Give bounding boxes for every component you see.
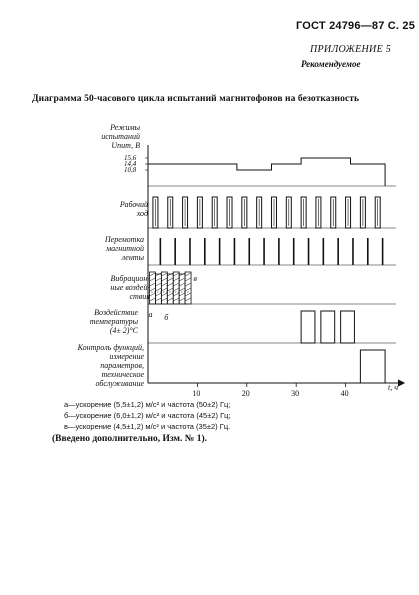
vibration-hatch: [161, 298, 167, 301]
diagram-title: Диаграмма 50-часового цикла испытаний магнитофонов на безотказность: [32, 94, 360, 104]
vibration-hatch: [155, 273, 161, 276]
vibration-hatch: [185, 273, 191, 276]
row-label-work: Рабочий ход: [119, 200, 148, 218]
voltage-tick-label: 15,6: [124, 154, 137, 162]
x-tick-label: 10: [192, 389, 201, 398]
x-tick-label: 20: [241, 389, 250, 398]
vibration-hatch: [149, 283, 155, 286]
legend-line-c: в—ускорение (4,5±1,2) м/с² и частота (35±2) Гц.: [64, 422, 231, 431]
vibration-hatch: [161, 278, 167, 281]
vibration-hatch: [179, 273, 185, 276]
voltage-tick-label: 14,4: [124, 160, 137, 168]
diagram-marks: [145, 158, 385, 387]
control-block: [360, 350, 385, 383]
vibration-hatch: [167, 283, 173, 286]
vibration-hatch: [173, 273, 179, 276]
vibration-label: б: [164, 313, 169, 322]
voltage-profile-line: [148, 158, 385, 186]
vibration-block: [185, 272, 191, 304]
row-label-modes: Режимы испытаний Uпит, В: [101, 123, 140, 150]
vibration-hatch: [167, 273, 173, 276]
vibration-hatch: [173, 283, 179, 286]
vibration-hatch: [167, 298, 173, 301]
voltage-tick-label: 10,8: [124, 166, 137, 174]
vibration-hatch: [155, 288, 161, 291]
x-axis-arrow: [398, 380, 404, 386]
vibration-hatch: [161, 283, 167, 286]
vibration-hatch: [149, 273, 155, 276]
vibration-hatch: [149, 293, 155, 296]
vibration-hatch: [173, 293, 179, 296]
vibration-hatch: [179, 283, 185, 286]
row-label-control: Контроль функций, измерение параметров, техническое обслуживание: [77, 343, 144, 388]
temperature-block: [301, 311, 315, 343]
legend-line-a: а—ускорение (5,5±1,2) м/с² и частота (50±2) Гц;: [64, 400, 231, 409]
vibration-hatch: [185, 298, 191, 301]
vibration-hatch: [161, 273, 167, 276]
x-tick-label: 40: [340, 389, 349, 398]
legend-line-b: б—ускорение (6,0±1,2) м/с² и частота (45±2) Гц;: [64, 411, 231, 420]
vibration-hatch: [179, 298, 185, 301]
diagram-texts: [124, 154, 398, 398]
vibration-label: а: [148, 310, 153, 319]
vibration-hatch: [155, 283, 161, 286]
vibration-hatch: [155, 298, 161, 301]
vibration-hatch: [185, 278, 191, 281]
x-tick-label: 30: [291, 389, 300, 398]
temperature-block: [321, 311, 335, 343]
row-label-temperature: Воздействие температуры (4± 2)°C: [89, 308, 138, 335]
vibration-hatch: [173, 278, 179, 281]
vibration-hatch: [161, 293, 167, 296]
x-axis-label: t, ч: [388, 383, 399, 392]
vibration-hatch: [179, 293, 185, 296]
vibration-block: [149, 272, 155, 304]
vibration-hatch: [185, 293, 191, 296]
vibration-hatch: [161, 288, 167, 291]
vibration-block: [173, 272, 179, 304]
vibration-hatch: [155, 278, 161, 281]
vibration-hatch: [179, 278, 185, 281]
footer-note: (Введено дополнительно, Изм. № 1).: [52, 434, 207, 444]
temperature-block: [341, 311, 355, 343]
vibration-hatch: [149, 278, 155, 281]
vibration-hatch: [173, 288, 179, 291]
vibration-hatch: [185, 288, 191, 291]
vibration-hatch: [167, 293, 173, 296]
vibration-hatch: [167, 288, 173, 291]
vibration-hatch: [149, 288, 155, 291]
vibration-label: в: [193, 274, 197, 283]
vibration-hatch: [173, 298, 179, 301]
appendix-label: ПРИЛОЖЕНИЕ 5: [310, 44, 392, 55]
vibration-hatch: [155, 293, 161, 296]
vibration-hatch: [179, 288, 185, 291]
standard-number: ГОСТ 24796—87 С. 25: [296, 20, 416, 32]
vibration-hatch: [185, 283, 191, 286]
vibration-block: [161, 272, 167, 304]
row-label-vibration: Вибрацион- ные воздей- ствия: [110, 274, 150, 301]
row-label-rewind: Перемотка магнитной ленты: [104, 235, 144, 262]
vibration-hatch: [167, 278, 173, 281]
vibration-hatch: [149, 298, 155, 301]
appendix-status: Рекомендуемое: [301, 59, 361, 69]
